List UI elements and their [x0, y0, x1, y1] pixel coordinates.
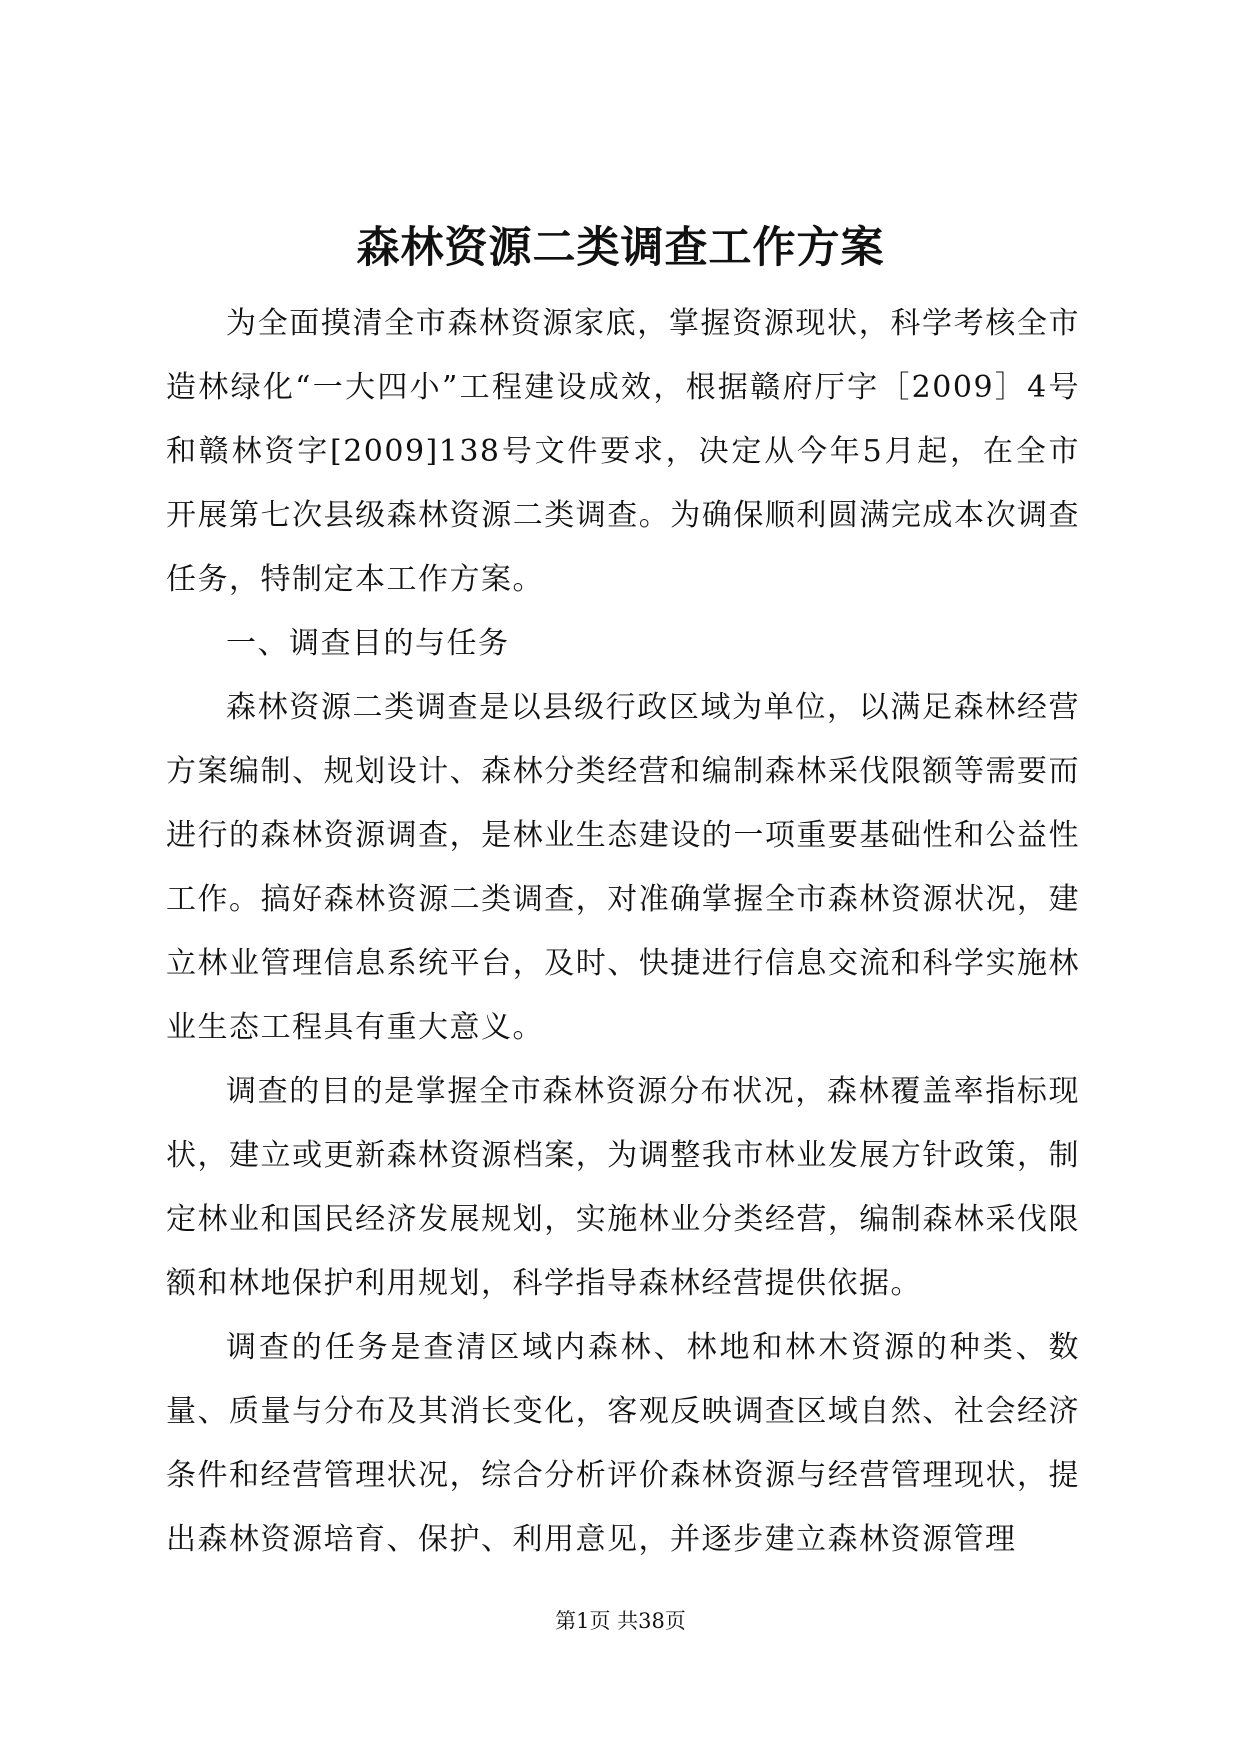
- page-number-footer: 第1页 共38页: [555, 1609, 686, 1633]
- paragraph-intro: 为全面摸清全市森林资源家底，掌握资源现状，科学考核全市造林绿化“一大四小”工程建设成效，根据赣府厅字［2009］4号和赣林资字[2009]138号文件要求，决定从今年5月起，在全市开展第七次县级森林资源二类调查。为确保顺利圆满完成本次调查任务，特制定本工作方案。: [166, 306, 1080, 597]
- section-heading-purpose-and-tasks: 一、调查目的与任务: [226, 626, 510, 661]
- document-body: [166, 292, 1080, 1572]
- paragraph-survey-tasks: 调查的任务是查清区域内森林、林地和林木资源的种类、数量、质量与分布及其消长变化，客观反映调查区域自然、社会经济条件和经营管理状况，综合分析评价森林资源与经营管理现状，提出森林资源培育、保护、利用意见，并逐步建立森林资源管理: [166, 1330, 1080, 1557]
- paragraph-survey-purpose: 调查的目的是掌握全市森林资源分布状况，森林覆盖率指标现状，建立或更新森林资源档案，为调整我市林业发展方针政策，制定林业和国民经济发展规划，实施林业分类经营，编制森林采伐限额和林地保护利用规划，科学指导森林经营提供依据。: [166, 1074, 1080, 1301]
- document-title: 森林资源二类调查工作方案: [356, 223, 885, 273]
- paragraph-survey-definition: 森林资源二类调查是以县级行政区域为单位，以满足森林经营方案编制、规划设计、森林分类经营和编制森林采伐限额等需要而进行的森林资源调查，是林业生态建设的一项重要基础性和公益性工作。搞好森林资源二类调查，对准确掌握全市森林资源状况，建立林业管理信息系统平台，及时、快捷进行信息交流和科学实施林业生态工程具有重大意义。: [166, 690, 1080, 1045]
